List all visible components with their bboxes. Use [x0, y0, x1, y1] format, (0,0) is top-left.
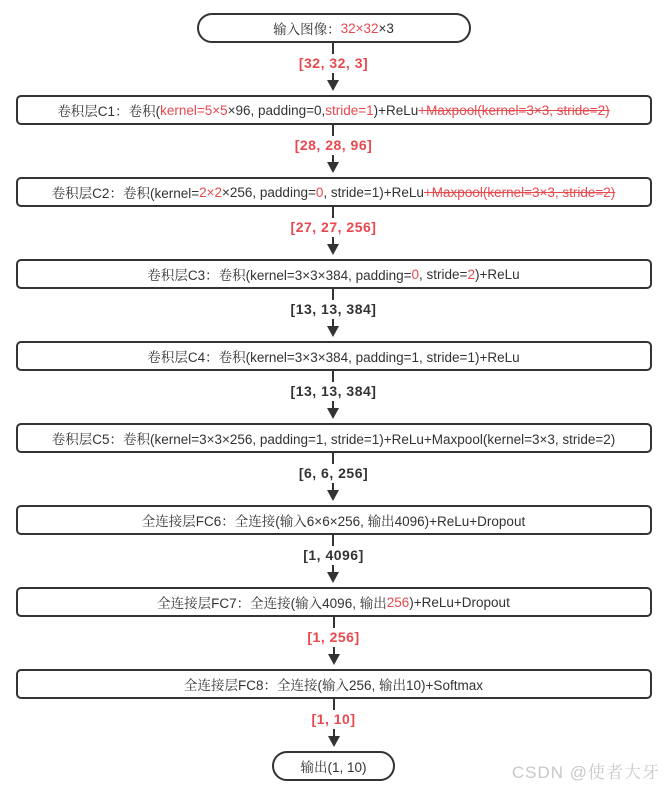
text-segment: 2×2	[199, 184, 222, 200]
arrow-line	[332, 289, 334, 300]
text-segment: )+ReLu+Dropout	[409, 594, 510, 610]
arrow-c5-to-fc6	[299, 453, 368, 505]
arrow-line	[332, 401, 334, 408]
text-segment: ×96, padding=0,	[227, 102, 326, 118]
node-fc7	[16, 587, 652, 617]
text-segment: 32×32	[340, 20, 379, 36]
node-output	[272, 751, 394, 781]
arrow-line	[332, 43, 334, 54]
node-conv-c3	[16, 259, 652, 289]
arrowhead-icon	[327, 408, 339, 419]
arrowhead-icon	[327, 572, 339, 583]
arrow-c3-to-c4	[291, 289, 377, 341]
shape-label: [27, 27, 256]	[290, 219, 377, 235]
arrow-line	[333, 729, 335, 736]
shape-label: [28, 28, 96]	[294, 137, 373, 153]
csdn-watermark: CSDN @使者大牙	[511, 763, 660, 782]
arrow-line	[332, 371, 334, 382]
arrow-line	[332, 125, 334, 136]
text-segment: )+ReLu	[373, 102, 419, 118]
text-segment: +Maxpool(kernel=3×3, stride=2)	[418, 102, 610, 118]
arrowhead-icon	[327, 80, 339, 91]
shape-label: [1, 4096]	[303, 547, 364, 563]
text-segment: stride=1	[325, 102, 374, 118]
text-segment: 全连接层FC6：全连接(输入6×6×256, 输出4096)+ReLu+Dropout	[141, 514, 526, 529]
arrow-line	[333, 699, 335, 710]
shape-label: [13, 13, 384]	[290, 383, 377, 399]
arrow-line	[332, 319, 334, 326]
arrow-line	[332, 155, 334, 162]
arrow-line	[332, 453, 334, 464]
text-segment: 0	[411, 266, 420, 282]
text-segment: , stride=1)+ReLu	[323, 184, 424, 200]
arrow-input-to-c1	[299, 43, 368, 95]
shape-label: [1, 256]	[307, 629, 360, 645]
text-segment: 卷积层C3：卷积(kernel=3×3×384, padding=	[147, 268, 412, 283]
arrow-fc7-to-fc8	[307, 617, 359, 669]
arrow-c2-to-c3	[291, 207, 377, 259]
arrowhead-icon	[327, 326, 339, 337]
arrow-line	[332, 483, 334, 490]
text-segment: 全连接层FC8：全连接(输入256, 输出10)+Softmax	[184, 678, 483, 693]
shape-label: [6, 6, 256]	[298, 465, 369, 481]
arrow-line	[333, 617, 335, 628]
arrow-line	[332, 237, 334, 244]
node-conv-c5	[16, 423, 652, 453]
text-segment: kernel=5×5	[160, 102, 228, 118]
arrow-line	[332, 565, 334, 572]
node-fc6	[16, 505, 652, 535]
arrow-fc8-to-output	[312, 699, 356, 751]
arrow-c4-to-c5	[291, 371, 377, 423]
text-segment: 输入图像：	[273, 22, 341, 37]
node-conv-c1	[16, 95, 652, 125]
arrow-line	[332, 535, 334, 546]
arrowhead-icon	[328, 654, 340, 665]
arrowhead-icon	[327, 162, 339, 173]
text-segment: )+ReLu	[474, 266, 520, 282]
arrow-line	[332, 73, 334, 80]
text-segment: 全连接层FC7：全连接(输入4096, 输出	[157, 596, 387, 611]
text-segment: ×256, padding=	[222, 184, 316, 200]
arrow-c1-to-c2	[295, 125, 373, 177]
text-segment: 卷积层C2：卷积(kernel=	[51, 186, 200, 201]
node-conv-c2	[16, 177, 652, 207]
shape-label: [13, 13, 384]	[290, 301, 377, 317]
text-segment: 卷积层C5：卷积(kernel=3×3×256, padding=1, stride=1)+ReLu+Maxpool(kernel=3×3, stride=2)	[51, 432, 616, 447]
arrowhead-icon	[327, 490, 339, 501]
text-segment: , stride=	[419, 266, 468, 282]
node-input-image	[197, 13, 471, 43]
node-fc8	[16, 669, 652, 699]
text-segment: 256	[386, 594, 410, 610]
shape-label: [1, 10]	[311, 711, 356, 727]
text-segment: 2	[467, 266, 475, 282]
text-segment: 卷积层C1：卷积(	[57, 104, 161, 119]
text-segment: 卷积层C4：卷积(kernel=3×3×384, padding=1, stride=1)+ReLu	[147, 350, 520, 365]
arrow-line	[332, 207, 334, 218]
arrowhead-icon	[327, 244, 339, 255]
text-segment: 0	[315, 184, 324, 200]
text-segment: +Maxpool(kernel=3×3, stride=2)	[423, 184, 616, 200]
arrow-fc6-to-fc7	[303, 535, 364, 587]
shape-label: [32, 32, 3]	[298, 55, 369, 71]
arrowhead-icon	[328, 736, 340, 747]
text-segment: 输出(1, 10)	[300, 760, 367, 775]
text-segment: ×3	[378, 20, 394, 36]
node-conv-c4	[16, 341, 652, 371]
arrow-line	[333, 647, 335, 654]
